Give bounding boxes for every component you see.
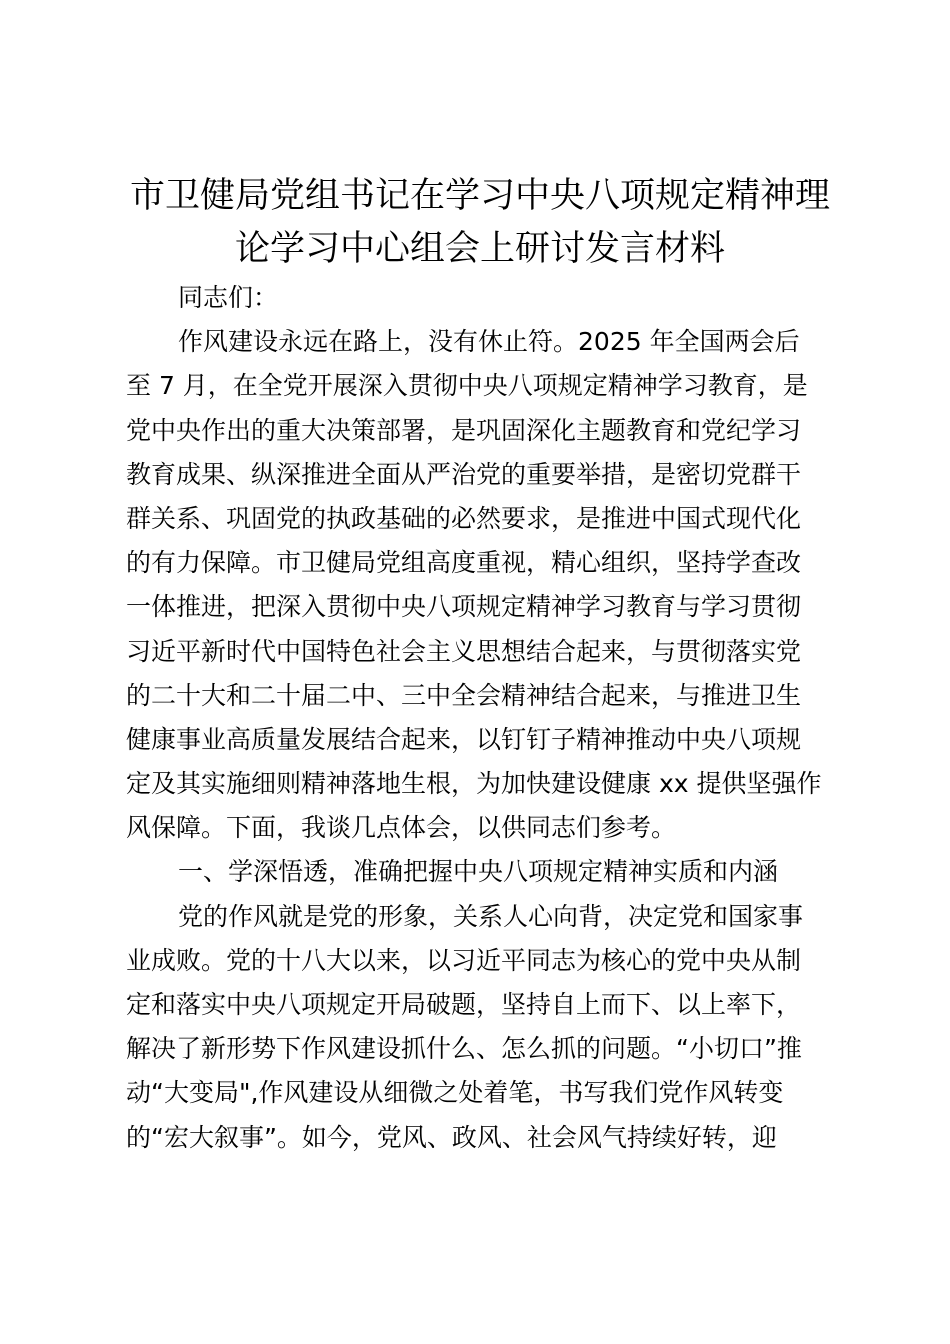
paragraph-line: 动“大变局",作风建设从细微之处着笔，书写我们党作风转变 <box>126 1078 784 1108</box>
paragraph-line: 群关系、巩固党的执政基础的必然要求，是推进中国式现代化 <box>126 503 802 533</box>
paragraph-line: 风保障。下面，我谈几点体会，以供同志们参考。 <box>126 813 677 843</box>
paragraph-line: 解决了新形势下作风建设抓什么、怎么抓的问题。“小切口”推 <box>126 1034 802 1064</box>
paragraph-line: 的二十大和二十届二中、三中全会精神结合起来，与推进卫生 <box>126 680 802 710</box>
paragraph-line: 党中央作出的重大决策部署，是巩固深化主题教育和党纪学习 <box>126 415 802 445</box>
paragraph-line: 教育成果、纵深推进全面从严治党的重要举措，是密切党群干 <box>126 459 802 489</box>
paragraph-line: 定和落实中央八项规定开局破题，坚持自上而下、以上率下， <box>126 990 802 1019</box>
paragraph-line: 一体推进，把深入贯彻中央八项规定精神学习教育与学习贯彻 <box>126 592 802 622</box>
paragraph-line: 的有力保障。市卫健局党组高度重视，精心组织，坚持学查改 <box>126 548 802 578</box>
paragraph-line: 至 7 月，在全党开展深入贯彻中央八项规定精神学习教育，是 <box>126 371 808 401</box>
document-title-line: 论学习中心组会上研讨发言材料 <box>234 229 725 269</box>
salutation: 同志们： <box>178 283 279 312</box>
document-title-line: 市卫健局党组书记在学习中央八项规定精神理 <box>129 176 830 216</box>
paragraph-line: 业成败。党的十八大以来，以习近平同志为核心的党中央从制 <box>126 945 802 975</box>
paragraph-line: 习近平新时代中国特色社会主义思想结合起来，与贯彻落实党 <box>126 636 802 666</box>
paragraph-line: 党的作风就是党的形象，关系人心向背，决定党和国家事 <box>178 901 804 931</box>
paragraph-line: 健康事业高质量发展结合起来，以钉钉子精神推动中央八项规 <box>126 724 802 754</box>
section-heading: 一、学深悟透，准确把握中央八项规定精神实质和内涵 <box>178 857 779 887</box>
paragraph-line: 定及其实施细则精神落地生根，为加快建设健康 xx 提供坚强作 <box>126 769 822 799</box>
paragraph-line: 作风建设永远在路上，没有休止符。2025 年全国两会后 <box>178 327 800 357</box>
document-body <box>126 276 846 1160</box>
document-title <box>100 170 860 276</box>
paragraph-line: 的“宏大叙事”。如今，党风、政风、社会风气持续好转，迎 <box>126 1122 777 1152</box>
